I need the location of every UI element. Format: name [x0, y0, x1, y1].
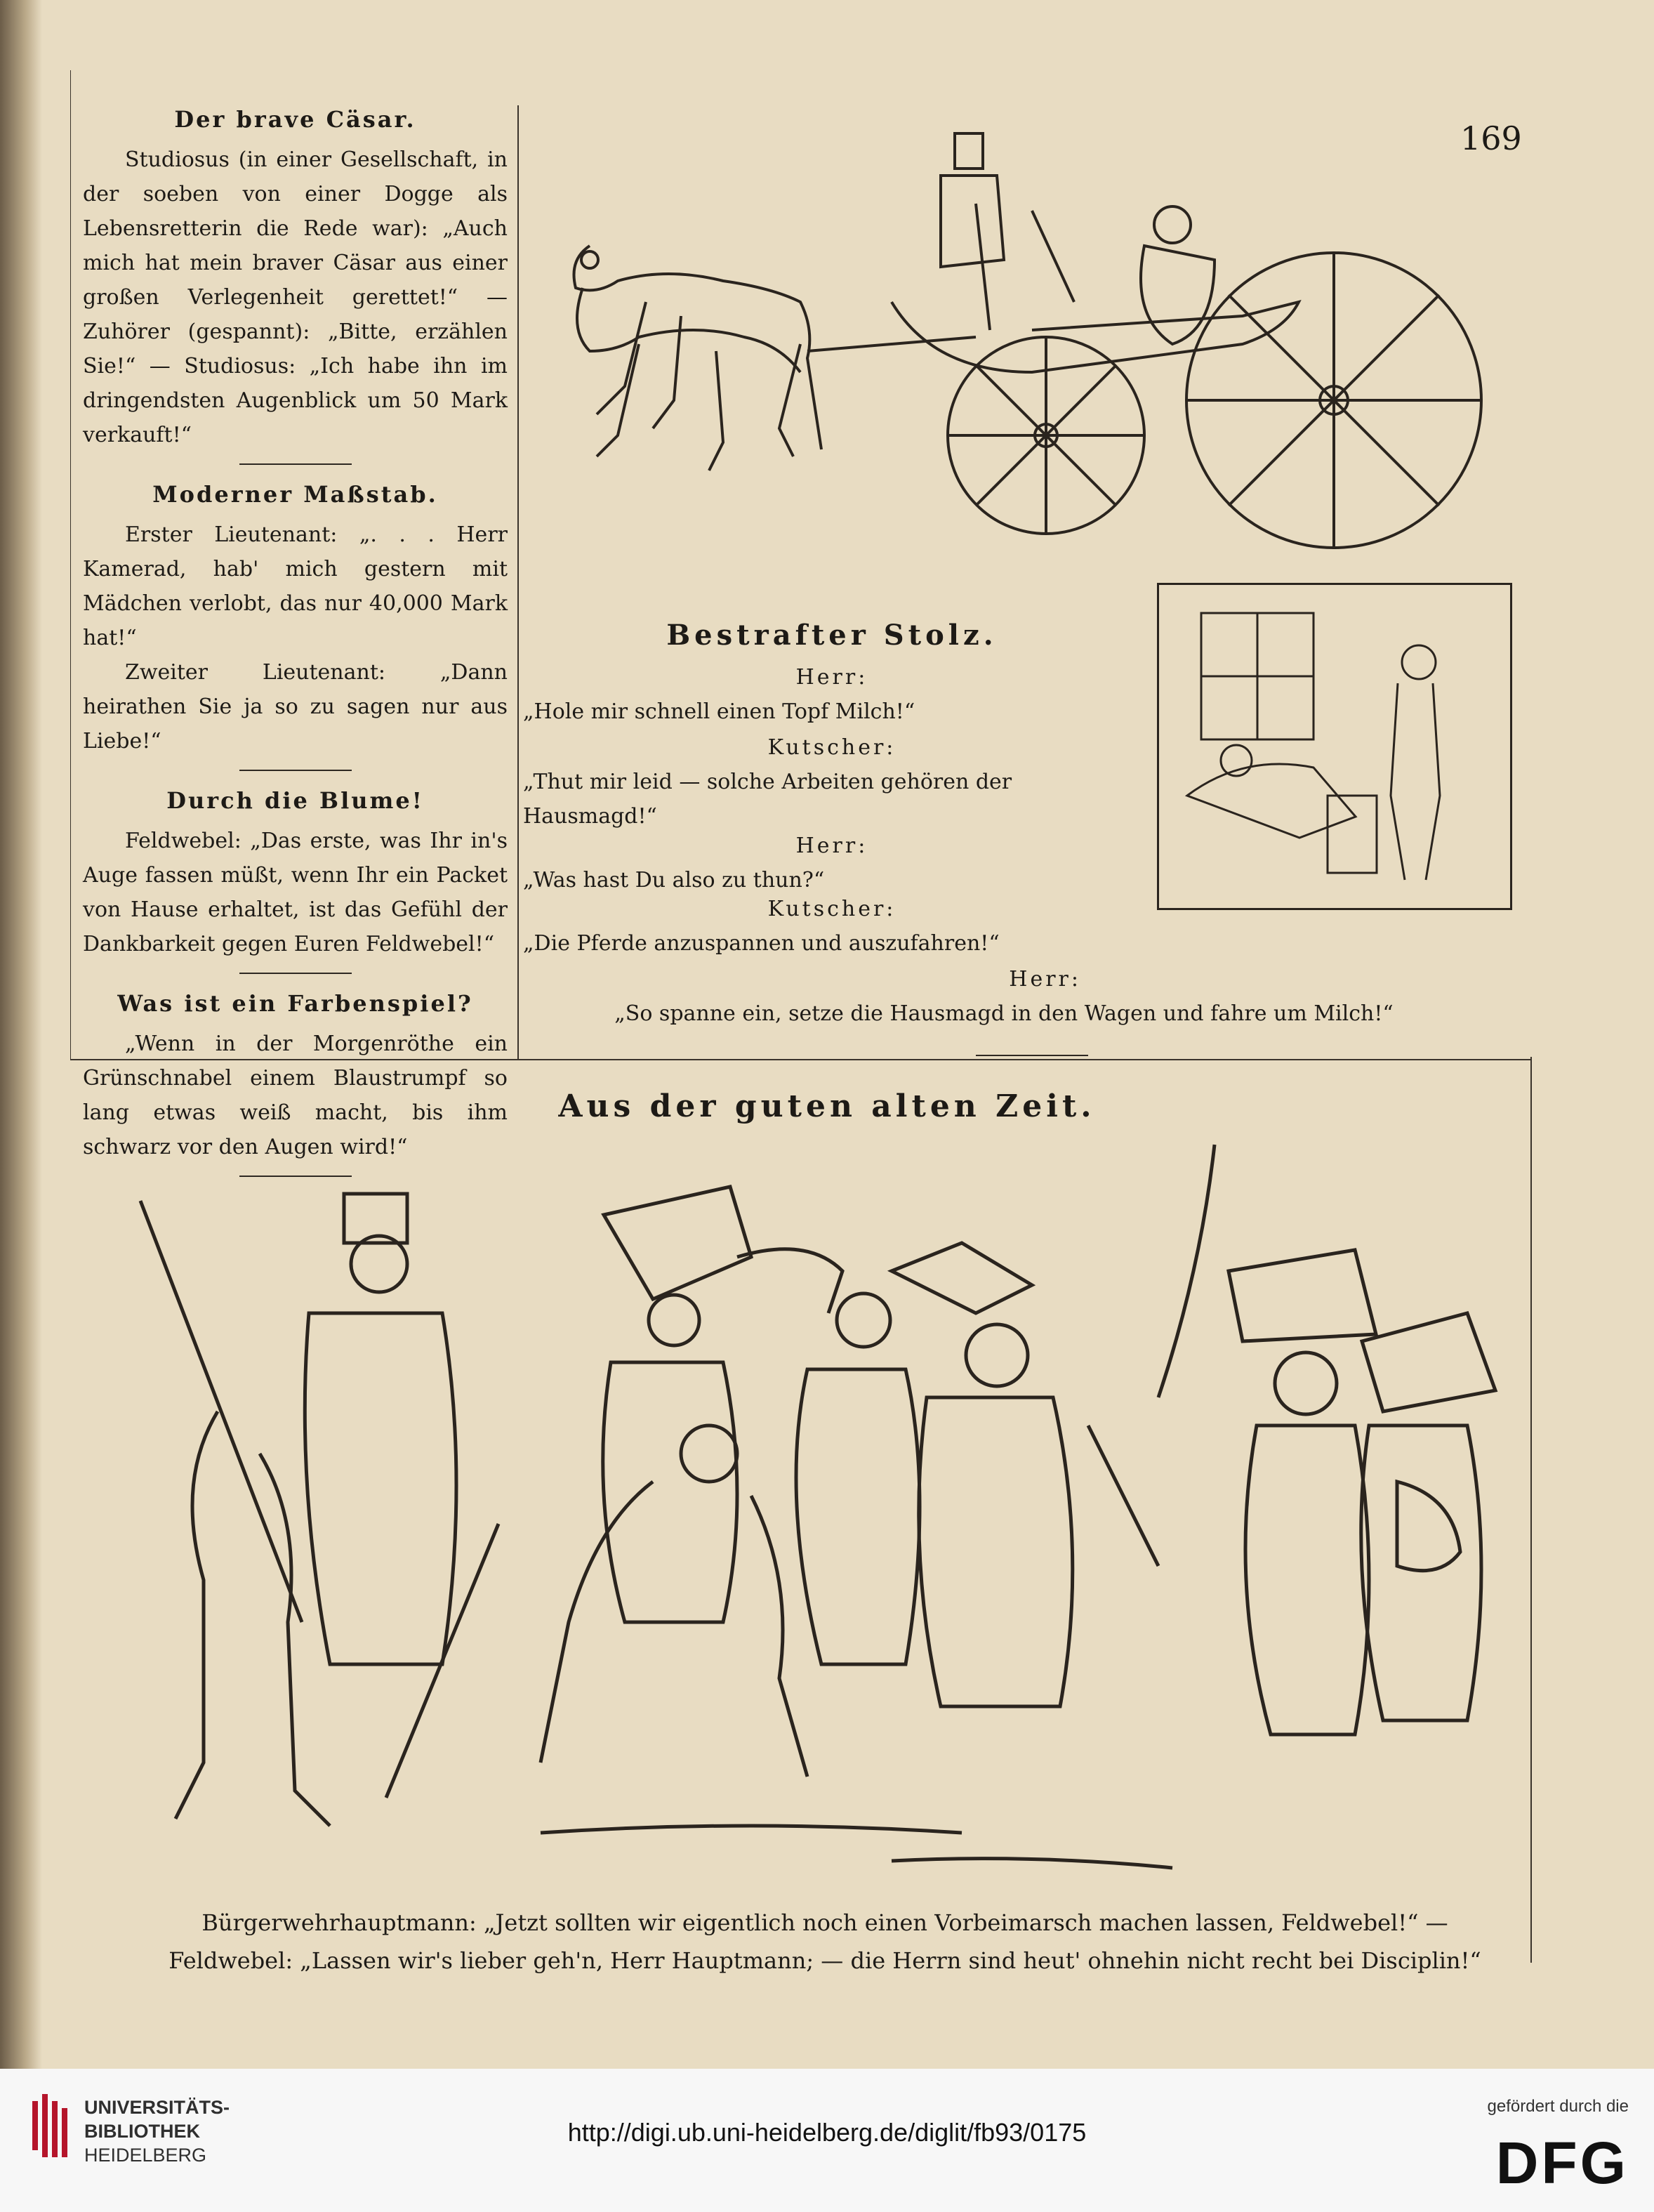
dialogue-speaker-4: Kutscher: „Die Pferde anzuspannen und auszufahren!“ [523, 892, 1141, 961]
library-name-line-2: BIBLIOTHEK [84, 2121, 200, 2142]
divider [239, 973, 352, 974]
cartoon-title: Aus der guten alten Zeit. [558, 1088, 1096, 1124]
joke-text-caesar: Studiosus (in einer Gesellschaft, in der soeben von einer Dogge als Lebensretterin die Rede war): „Auch mich hat mein braver Cäsar aus einer großen Verlegenheit gerettet!“ — Zuhörer (gespannt): „Bitte, erzählen Sie!“ — Studiosus: „Ich habe ihn im dringendsten Augenblick um 50 Mark verkauft!“ [83, 147, 508, 447]
library-name-line-1: UNIVERSITÄTS- [84, 2097, 230, 2118]
dialogue-line-3: „Was hast Du also zu thun?“ [523, 868, 825, 893]
joke-title-massstab: Moderner Maßstab. [152, 481, 438, 508]
interior-illustration [1157, 583, 1512, 910]
soldiers-cartoon-illustration [119, 1131, 1523, 1889]
dialogue-line-2: „Thut mir leid — solche Arbeiten gehören der Hausmagd!“ [523, 770, 1012, 829]
funding-note: gefördert durch die [1487, 2097, 1629, 2116]
dialogue-speaker-3: Herr: „Was hast Du also zu thun?“ [523, 829, 1141, 897]
right-frame-line [1530, 1057, 1532, 1963]
dialogue-line-1: „Hole mir schnell einen Topf Milch!“ [523, 699, 915, 724]
joke-text-massstab-2: Zweiter Lieutenant: „Dann heirathen Sie ja so zu sagen nur aus Liebe!“ [83, 660, 508, 753]
dfg-logo[interactable]: DFG [1495, 2130, 1629, 2196]
story-title: Bestrafter Stolz. [666, 619, 998, 652]
joke-text-massstab-1: Erster Lieutenant: „. . . Herr Kamerad, hab' mich gestern mit Mädchen verlobt, das nur 40,000 Mark hat!“ [83, 522, 508, 650]
joke-text-farbenspiel: „Wenn in der Morgenröthe ein Grünschnabel einem Blaustrumpf so lang etwas weiß macht, bis ihm schwarz vor den Augen wird!“ [83, 1032, 508, 1159]
joke-title-blume: Durch die Blume! [166, 787, 424, 814]
joke-title-farbenspiel: Was ist ein Farbenspiel? [117, 990, 473, 1017]
column-rule [517, 105, 519, 1059]
joke-text-blume: Feldwebel: „Das erste, was Ihr in's Auge fassen müßt, wenn Ihr ein Packet von Hause erhaltet, ist das Gefühl der Dankbarkeit gegen Euren Feldwebel!“ [83, 829, 508, 956]
dialogue-speaker-5: Herr: „So spanne ein, setze die Hausmagd in den Wagen und fahre um Milch!“ [534, 962, 1474, 1031]
dialogue-speaker-1: Herr: „Hole mir schnell einen Topf Milch!“ [523, 660, 1141, 729]
left-frame-line [70, 70, 71, 1059]
dialogue-line-4: „Die Pferde anzuspannen und auszufahren!“ [523, 931, 1000, 956]
library-name-line-3: HEIDELBERG [84, 2145, 207, 2166]
divider [239, 770, 352, 771]
page-binding-edge [0, 0, 42, 2069]
divider [976, 1055, 1088, 1056]
digitization-footer [0, 2069, 1654, 2212]
dialogue-line-5: „So spanne ein, setze die Hausmagd in den Wagen und fahre um Milch!“ [614, 1001, 1394, 1026]
dialogue-speaker-2: Kutscher: „Thut mir leid — solche Arbeiten gehören der Hausmagd!“ [523, 730, 1141, 834]
cartoon-caption-line-1: Bürgerwehrhauptmann: „Jetzt sollten wir eigentlich noch einen Vorbeimarsch machen lassen, Feldwebel!“ — [201, 1909, 1448, 1936]
permalink-url[interactable]: http://digi.ub.uni-heidelberg.de/diglit/fb93/0175 [567, 2118, 1087, 2147]
joke-title-caesar: Der brave Cäsar. [174, 106, 416, 133]
page-number: 169 [1460, 119, 1522, 157]
left-column [83, 98, 508, 1190]
divider [239, 463, 352, 465]
cartoon-caption-line-2: Feldwebel: „Lassen wir's lieber geh'n, Herr Hauptmann; — die Herrn sind heut' ohnehin nicht recht bei Disciplin!“ [168, 1947, 1481, 1974]
carriage-illustration [541, 119, 1495, 583]
